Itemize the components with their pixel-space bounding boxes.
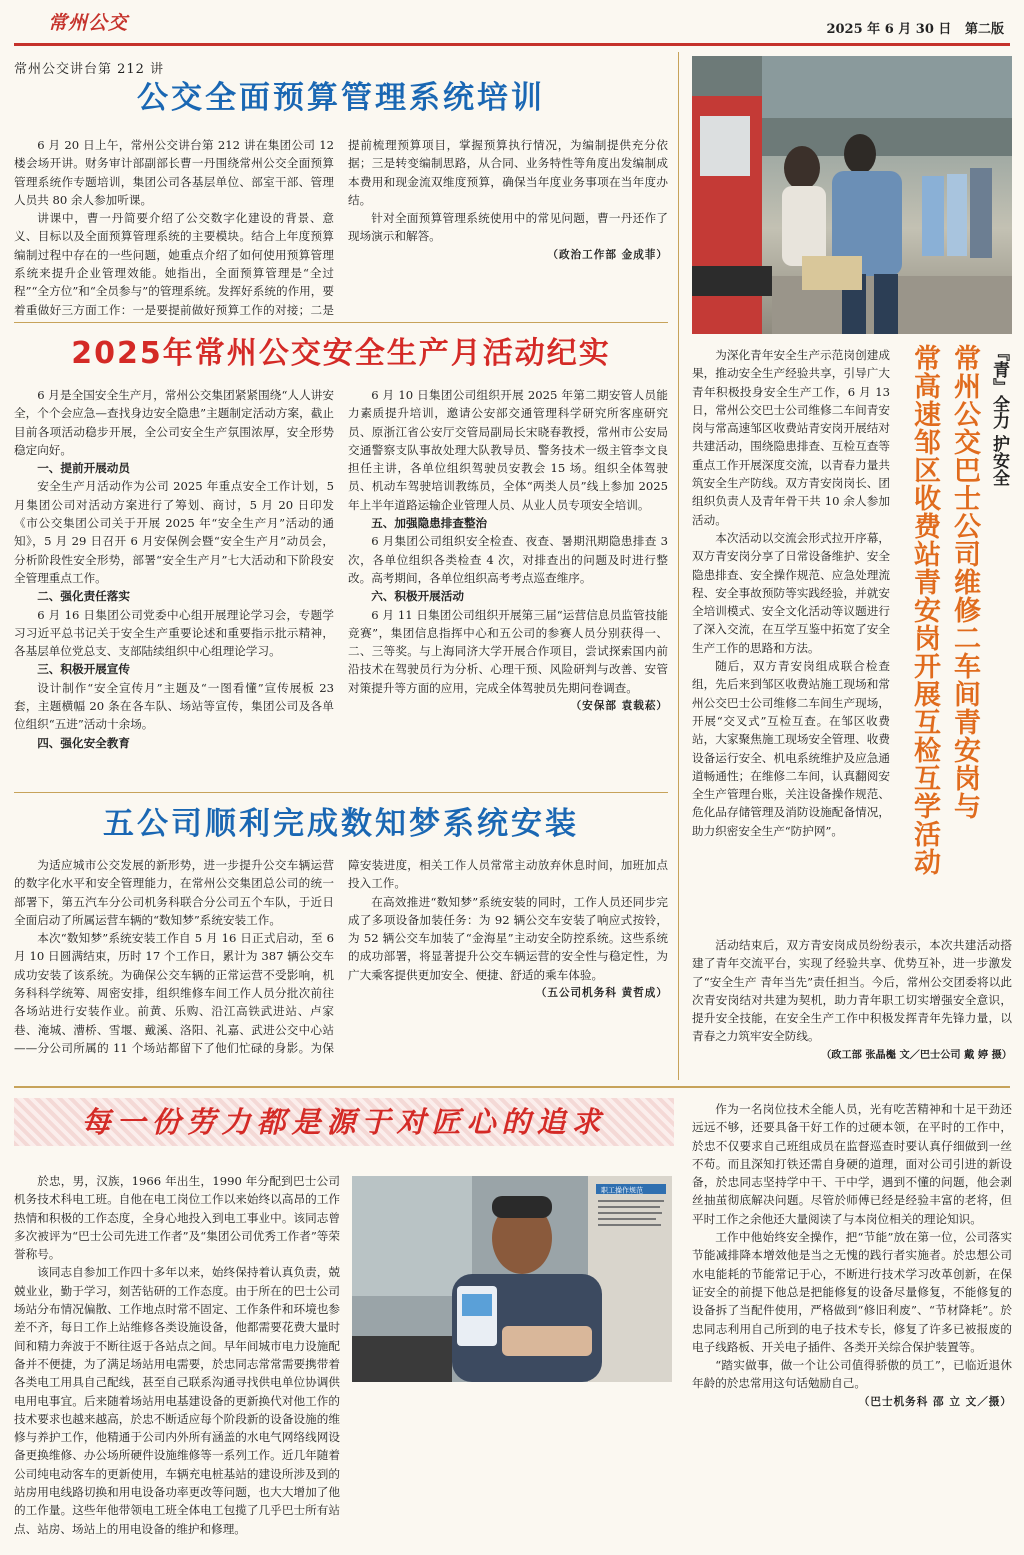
subheading: 三、积极开展宣传 [37,662,130,677]
byline: （五公司机务科 黄哲成） [535,987,668,1000]
headline: 2025年常州公交安全生产月活动纪实 [71,336,611,371]
photo-electrician [352,1176,672,1382]
paragraph: 6 月 11 日集团公司组织开展第三届“运营信息员监管技能竞赛”，集团信息指挥中心和五公司的参赛人员分别获得一、二、三等奖。与上海同济大学开展合作项目，尝试探索国内前沿技术在驾驶员行为分析、心理干预、风险研判与改善、安管对策提升等方面的应用，完成全体驾驶员先期问卷调查。 [348,607,668,695]
masthead-rule [14,43,1010,46]
photo-scene-graphic [352,1176,672,1382]
paragraph: 该同志自参加工作四十多年以来，始终保持着认真负责，兢兢业业，勤于学习，刻苦钻研的工作态度。由于所在的巴士公司场站分布情况偏散、工作地点时常不固定、工作条件和环境也参差不齐，每日工作上站维修各类设施设备，他都需要花费大量时间和精力奔波于不断往返于各站点之间。早年间城市电力设施配备并不便捷，为了满足场站用电需要，於忠同志常常需要携带着各类电工用具自己配线，甚至自己联系沟通寻找供电单位协调供电用电事宜。后来随着场站用电基建设备的更新换代对他工作的技术要求也越来越高，於忠不断适应每个阶段新的设备设施的维修与养护工作，他精通于公司内外所有涵盖的水电气网络线网设备更换维修、办公场所硬件设施维修等一系列工作。近几年随着公司纯电动客车的更新使用，车辆充电桩基站的建设所涉及到的站房用电线路切换和用电设备功率更改等问题，也大大增加了他的工作量。这些年他带领电工班全体电工包揽了几乎巴士所有站点、站房、场站上的用电设备的维护和修理。 [14,1265,340,1536]
paragraph: 为适应城市公交发展的新形势，进一步提升公交车辆运营的数字化水平和安全管理能力，在常州公交集团总公司的统一部署下，第五汽车分公司机务科联合分公司五个车队，于近日全面启动了所属运营车辆的“数知梦”系统安装工作。 [14,858,334,927]
article-body [14,856,668,1078]
paragraph: “踏实做事，做一个让公司值得骄傲的员工”，已临近退休年龄的於忠常用这句话勉励自己。 [692,1358,1012,1391]
headline: 公交全面预算管理系统培训 [137,80,545,116]
divider [14,1086,1010,1088]
paragraph: 6 月集团公司组织安全检查、夜查、暑期汛期隐患排查 3 次，各单位组织各类检查 4 次，对排查出的问题及时进行整改。高考期间，各单位组织高考考点巡查维序。 [348,534,668,585]
headline: 五公司顺利完成数知梦系统安装 [103,806,579,842]
article-body-upper [692,346,890,840]
paragraph: 6 月 16 日集团公司党委中心组开展理论学习会，专题学习习近平总书记关于安全生产重要论述和重要指示批示精神，各基层单位党总支、支部陆续组织中心组理论学习。 [14,607,334,659]
photo-scene-graphic [692,56,1012,334]
column-divider [678,52,679,1080]
paragraph: 6 月 20 日上午，常州公交讲台第 212 讲在集团公司 12 楼会场开讲。财务审计部副部长曹一丹围绕常州公交全面预算管理系统作专题培训，集团公司各基层单位、部室干部、管理人员共 80 余人参加听课。 [14,138,334,207]
article-body-lower [692,936,1012,1064]
divider [14,792,668,793]
sign-title: 职工操作规范 [601,1186,643,1195]
headline-col1: 常州公交巴士公司维修二车间青安岗与 [949,344,980,820]
headline: 每一份劳力都是源于对匠心的追求 [81,1105,607,1139]
byline: （巴士机务科 邵 立 文／摄） [858,1395,1012,1408]
byline: （安保部 袁载菘） [570,700,668,713]
masthead-logo: 常州公交 [48,12,129,34]
paragraph: 本次“数知梦”系统安装工作自 5 月 16 日正式启动，至 6 月 10 日圆满结束，历时 17 个工作日，累计为 387 辆公交车成功安装了该系统。为确保公交车辆的正常运营不受影响，机务科科学统筹、周密安排，组织维修车间工作人员分批次前往各场站进行安装作业。前黄、乐购、沿江高铁武进站、卢家巷、淹城、漕桥、雪堰、戴溪、洛阳、礼嘉、武进公交中心站——分公司所属的 11 个场站都留下了他们忙碌的身影。为保障安装进度，相关工作人员常常主动放弃休息时间，加班加点投入工作。 [14,858,668,1055]
article-body [14,136,668,326]
byline: （政工部 张晶櫆 文／巴士公司 戴 婷 摄） [821,1048,1012,1061]
paragraph: 在高效推进“数知梦”系统安装的同时，工作人员还同步完成了多项设备加装任务：为 92 辆公交车安装了响应式按铃，为 52 辆公交车加装了“金海星”主动安全防控系统。这些系统的成功部署，将显著提升公交车辆运营的安全性与稳定性，为广大乘客提供更加安全、便捷、舒适的乘车体验。 [348,894,668,982]
paragraph: 讲课中，曹一丹简要介绍了公交数字化建设的背景、意义、目标以及全面预算管理系统的主要模块。结合上年度预算编制过程中存在的一些问题，她重点介绍了如何使用预算管理系统来提升企业管理效能。她指出，全面预算管理是“全过程”“全方位”和“全员参与”的管理系统。发挥好系统的作用，要着重做好三方面工作：一是要提前做好预算工作的对接；二是提前梳理预算项目，掌握预算执行情况，为编制提供充分依据；三是转变编制思路，从合同、业务特性等角度出发编制成本费用和现金流双维度预算，确保当年度业务事项在当年度办结。 [14,138,668,317]
subheading: 一、提前开展动员 [37,461,130,476]
paragraph: 针对全面预算管理系统使用中的常见问题，曹一丹还作了现场演示和解答。 [348,211,668,244]
headline-banner [14,1098,674,1146]
paragraph: 安全生产月活动作为公司 2025 年重点安全工作计划，5 月集团公司对活动方案进行了筹划、商讨，5 月 20 日印发《市公交集团公司关于开展 2025 年“安全生产月”活动的通知》，5 月 29 日召开 6 月安保例会暨“安全生产月”动员会，分析阶段性安全形势，部署“安全生产月”七大活动和下阶段安全管理重点工作。 [14,479,334,585]
paragraph: 本次活动以交流会形式拉开序幕，双方青安岗分享了日常设备维护、安全隐患排查、安全操作规范、应急处理流程、安全事故预防等实践经验，并就安全培训模式、安全文化活动等议题进行了深入交流，在互学互鉴中拓宽了安全生产工作的思路和方法。 [692,530,890,655]
paragraph: 活动结束后，双方青安岗成员纷纷表示，本次共建活动搭建了青年交流平台，实现了经验共享、优势互补，进一步激发了“安全生产 青年当先”责任担当。今后，常州公交团委将以此次青安岗结对共建为契机，助力青年职工切实增强安全意识，提升安全技能，在安全生产工作中积极发挥青年先锋力量，以青春之力筑牢安全防线。 [692,938,1012,1044]
byline: （政治工作部 金成菲） [547,248,668,261]
article-body [14,386,668,788]
paragraph: 随后，双方青安岗组成联合检查组，先后来到邹区收费站施工现场和常州公交巴士公司维修二车间生产现场，开展“交叉式”互检互查。在邹区收费站，大家聚焦施工现场安全管理、收费设备运行安全、机电系统维护及应急通道畅通性；在维修二车间，认真翻阅安全生产管理台账，关注设备操作规范、危化品存储管理及消防设施配备情况，助力织密安全生产“防护网”。 [692,659,890,838]
paragraph: 为深化青年安全生产示范岗创建成果，推动安全生产经验共享，引导广大青年积极投身安全生产工作，6 月 13 日，常州公交巴士公司维修二车间青安岗与常高速邹区收费站青安岗开展结对共建活动，围绕隐患排查、互检互查等重点工作开展深度交流，以青春力量共筑安全生产防线。双方青安岗岗长、团组织负责人及青年骨干共 10 余人参加活动。 [692,348,890,527]
paragraph: 设计制作“安全宣传月”主题及“一图看懂”宣传展板 23 套，主题横幅 20 条在各车队、场站等宣传，集团公司及各单位组织“五进”活动十余场。 [14,680,334,732]
headline-col2: 常高速邹区收费站青安岗开展互检互学活动 [909,344,940,876]
subheading: 四、强化安全教育 [37,735,130,750]
kicker: 『青』全力 护安全 [989,344,1009,486]
article-body-left [14,1172,340,1555]
article-body-right [692,1100,1012,1411]
paragraph: 工作中他始终安全操作，把“节能”放在第一位，公司落实节能减排降本增效他是当之无愧的践行者实施者。於忠想公司水电能耗的节能常记于心，不断进行技术学习改革创新，在保证安全的前提下他总是把能修复的设备尽量修复，不能修复的设备拆了当配件使用，严格做到“修旧利废”、“节材降耗”。於忠同志利用自己所到的电子技术专长，修复了许多已被报废的电子线路板、开关电子插件、各类开关综合保护装置等。 [692,1230,1012,1354]
masthead-date: 2025 年 6 月 30 日 第二版 [826,22,1004,37]
subheading: 六、积极开展活动 [371,589,464,604]
kicker: 常州公交讲台第 212 讲 [14,62,165,77]
subheading: 二、强化责任落实 [37,589,130,604]
paragraph: 於忠，男，汉族，1966 年出生，1990 年分配到巴士公司机务技术科电工班。自他在电工岗位工作以来始终以高昂的工作热情和积极的工作态度，全身心地投入到电工事业中。该同志曾多次被评为“巴士公司先进工作者”及“集团公司优秀工作者”等荣誉称号。 [14,1174,340,1262]
paragraph: 作为一名岗位技术全能人员，光有吃苦精神和十足干劲还远远不够，还要具备干好工作的过硬本领，在平时的工作中，於忠不仅要求自己班组成员在监督巡查时要认真仔细做到一丝不苟。而且深知打铁还需自身硬的道理，面对公司引进的新设备，於忠同志坚持学中干、干中学，遇到不懂的问题，他会剥丝抽茧彻底解决问题。尽管於师傅已经是经验丰富的老将，但平时工作之余他还大量阅读了与本岗位相关的理论知识。 [692,1102,1012,1226]
paragraph: 6 月是全国安全生产月，常州公交集团紧紧围绕“人人讲安全，个个会应急—查找身边安全隐患”主题制定活动方案，截止目前各项活动稳步开展，全公司安全生产氛围浓厚，安全形势稳定向好。 [14,388,334,457]
paragraph: 6 月 10 日集团公司组织开展 2025 年第二期安管人员能力素质提升培训，邀请公安部交通管理科学研究所客座研究员、原浙江省公安厅交管局副局长宋晓春教授，常州市公安局交通警察支队事故处理大队教导员、警务技术一级主管李文良担任主讲，各单位组织驾驶员安教会 15 场。组织全体驾驶员、机动车驾驶培训教练员，全体“两类人员”线上参加 2025 年上半年道路运输企业管理人员、从业人员专项安全培训。 [348,388,668,512]
subheading: 五、加强隐患排查整治 [371,516,488,531]
photo-inspection [692,56,1012,334]
divider [14,322,668,323]
